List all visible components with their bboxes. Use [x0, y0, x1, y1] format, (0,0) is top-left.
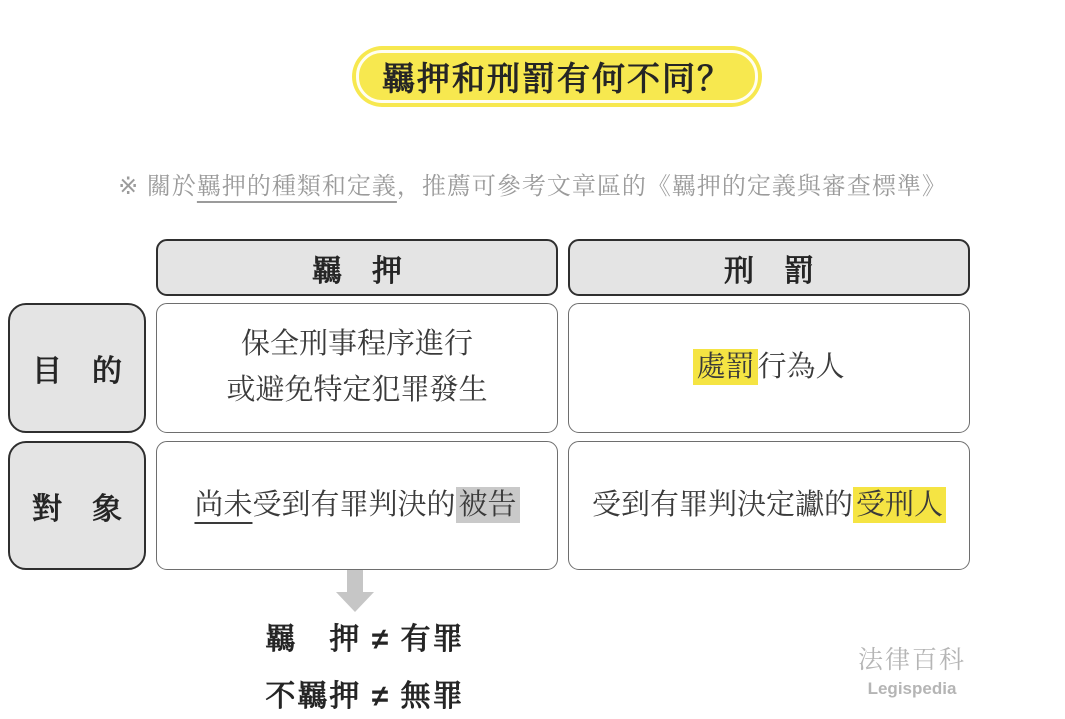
cell-detention-object-text [194, 483, 519, 529]
cell-detention-purpose-line2: 或避免特定犯罪發生 [226, 374, 488, 406]
legispedia-logo [842, 640, 982, 699]
row-header-purpose [8, 303, 146, 433]
cell-detention-object [156, 441, 558, 570]
down-arrow-icon [347, 570, 363, 592]
cell-penalty-purpose [568, 303, 970, 433]
cell-penalty-object-text [592, 483, 946, 529]
column-header-detention-label: 羈 押 [312, 254, 402, 288]
column-header-penalty-label: 刑 罰 [724, 254, 814, 288]
column-header-penalty [568, 239, 970, 296]
row-header-object [8, 441, 146, 570]
logo-english-name: Legispedia [867, 679, 957, 698]
column-header-detention [156, 239, 558, 296]
cell-penalty-purpose-rest: 行為人 [757, 351, 845, 384]
cell-detention-purpose-line1: 保全刑事程序進行 [240, 328, 473, 361]
conclusion-block [185, 614, 545, 715]
highlight-chufa: 處罰 [693, 349, 757, 385]
conclusion-line-2: 不羈押 ≠ 無罪 [265, 680, 465, 713]
cell-penalty-purpose-text [693, 345, 844, 391]
conclusion-line-1: 羈 押 ≠ 有罪 [265, 623, 465, 656]
note-underlined-phrase: 羈押的種類和定義 [196, 173, 397, 200]
highlight-shouxingren: 受刑人 [853, 487, 946, 523]
row-header-purpose-label: 目 的 [32, 355, 122, 388]
logo-chinese-name: 法律百科 [857, 646, 966, 674]
note-prefix: ※ 關於 [118, 173, 197, 200]
reference-note [0, 166, 1065, 201]
cell-penalty-object [568, 441, 970, 570]
note-suffix: ，推薦可參考文章區的《羈押的定義與審查標準》 [396, 173, 947, 200]
cell-detention-purpose-text [226, 322, 487, 414]
row-header-object-label: 對 象 [32, 492, 122, 526]
cell-detention-object-middle: 受到有罪判決的 [252, 488, 456, 521]
highlight-beigao: 被告 [456, 487, 520, 523]
underline-shangwei: 尚未 [194, 488, 253, 521]
cell-detention-purpose [156, 303, 558, 433]
title-pill [352, 46, 762, 107]
down-arrow-head-icon [336, 592, 374, 612]
page-title: 羈押和刑罰有何不同？ [382, 60, 732, 97]
cell-penalty-object-prefix: 受到有罪判決定讞的 [591, 488, 853, 521]
